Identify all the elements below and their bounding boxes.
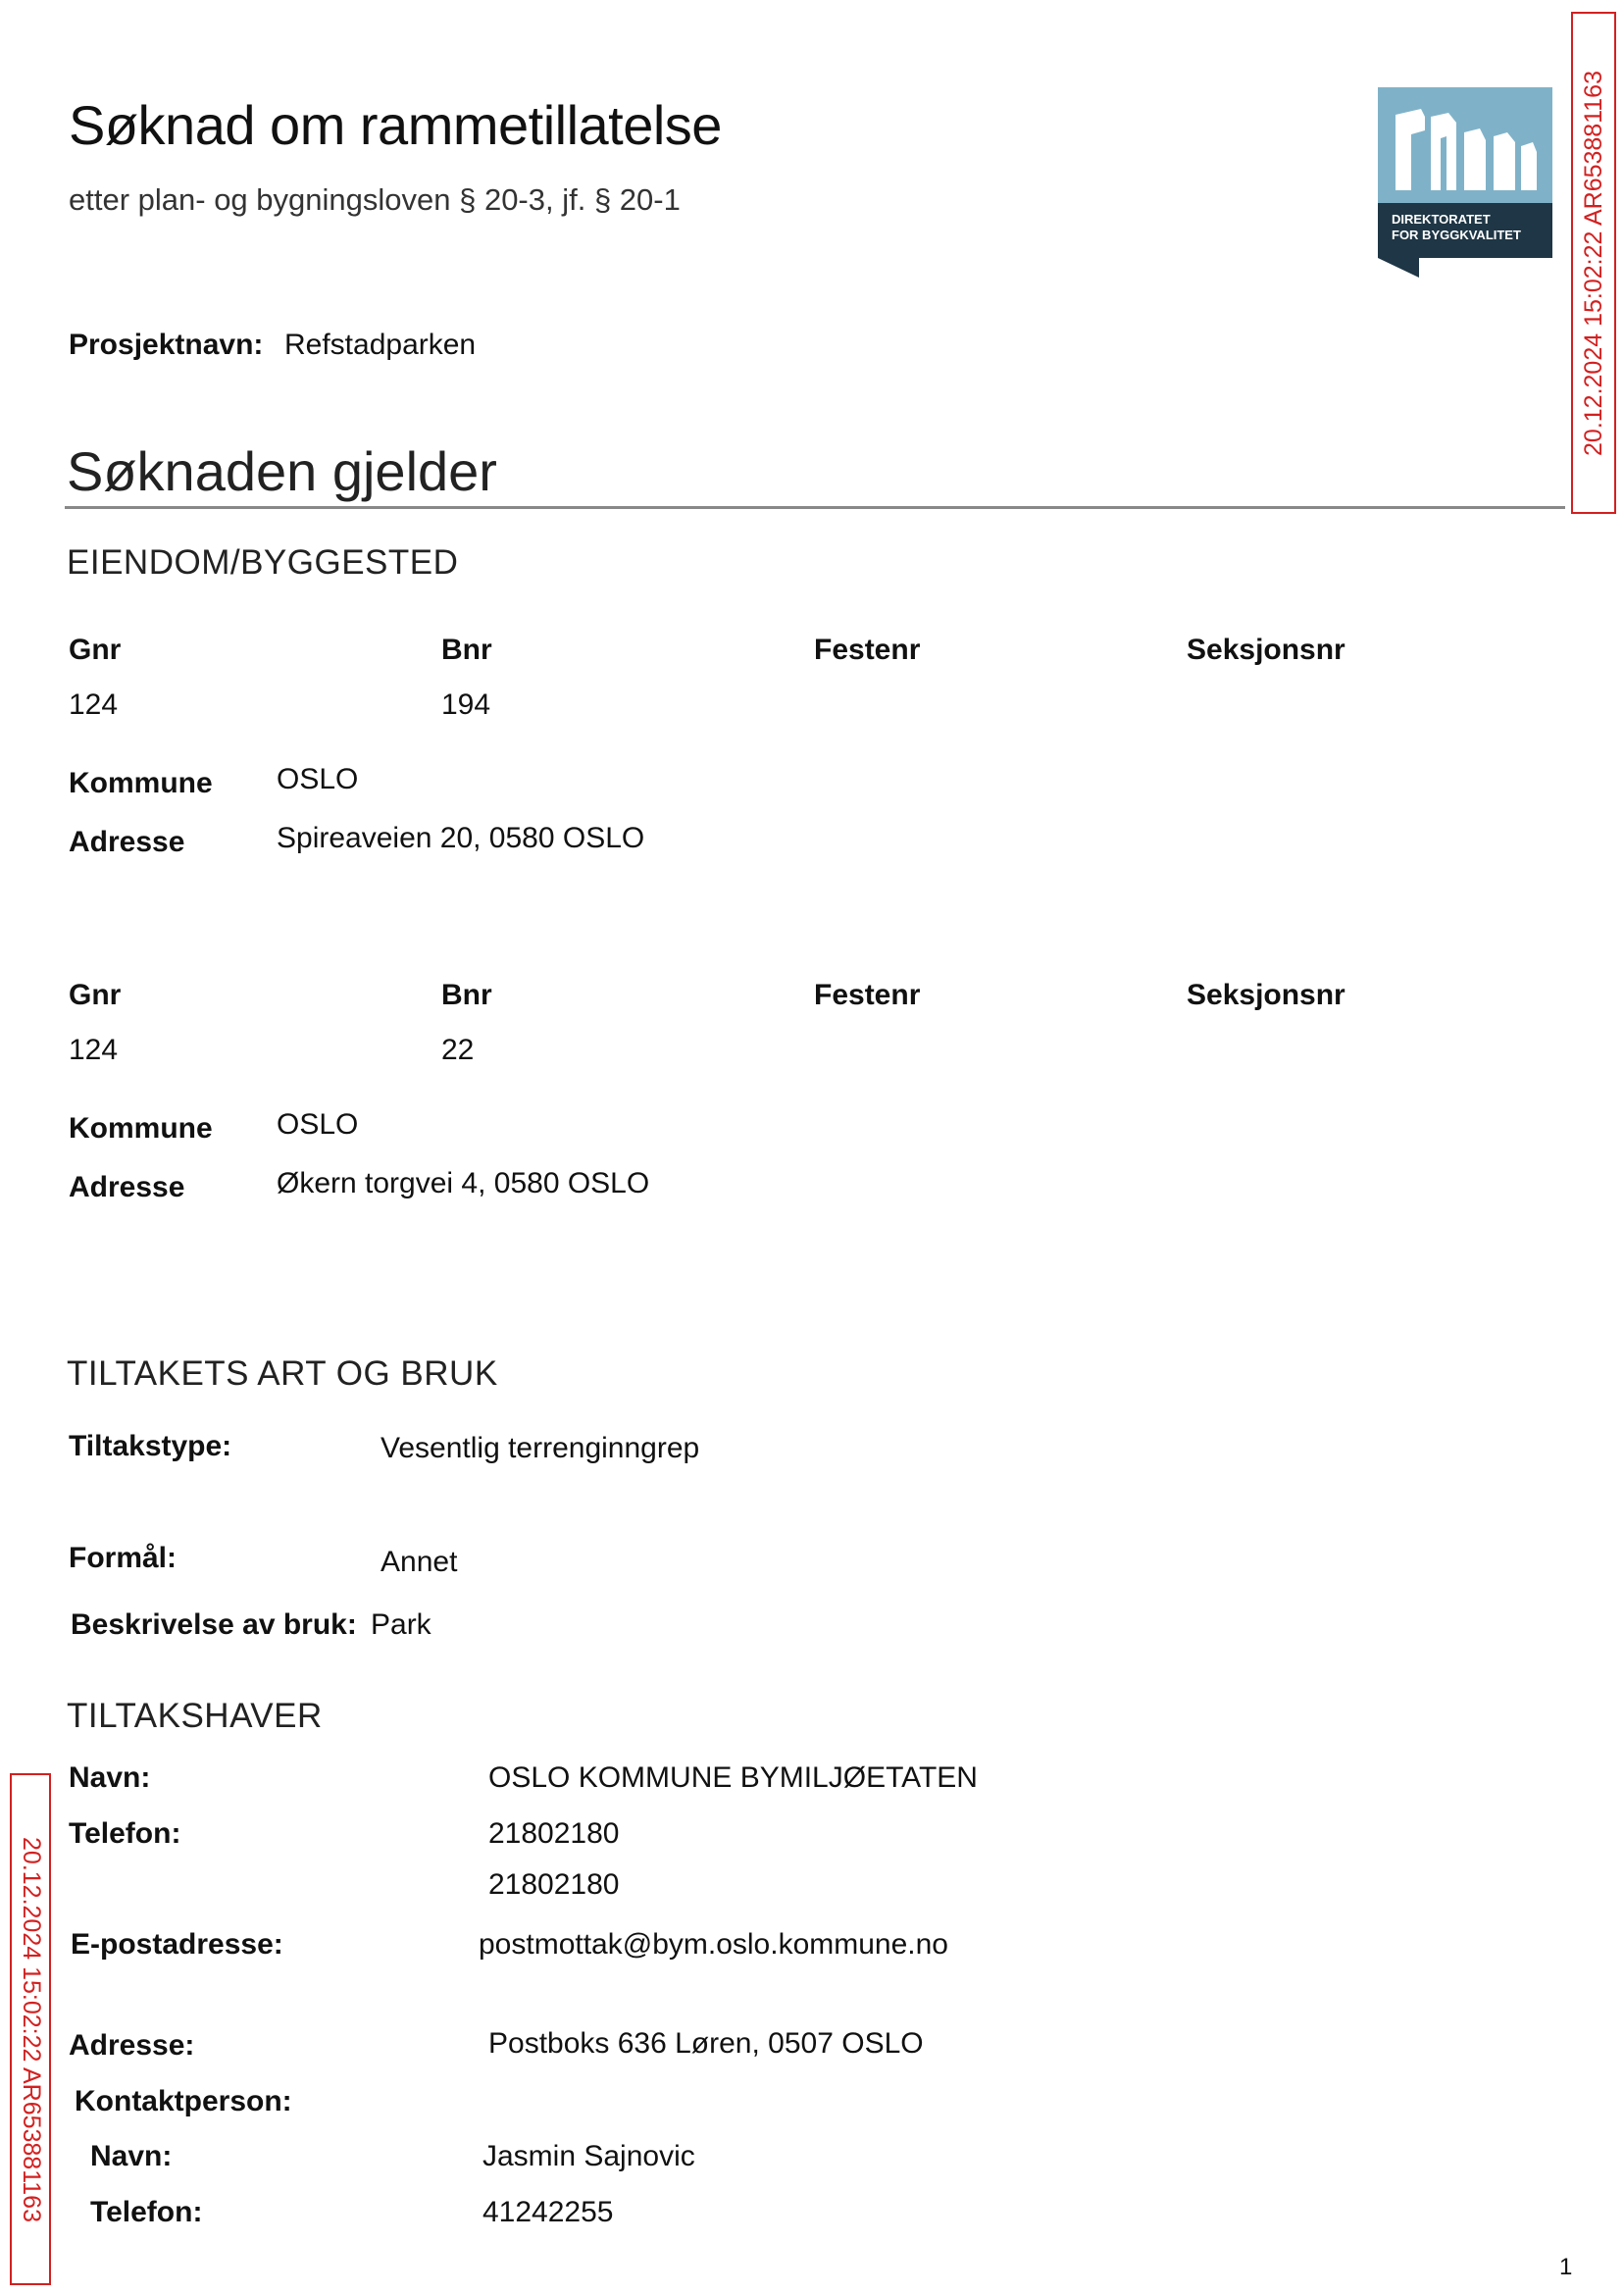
stamp-text: 20.12.2024 15:02:22 AR653881163	[1579, 70, 1607, 456]
kontakt-navn-value: Jasmin Sajnovic	[482, 2140, 695, 2172]
kontakt-telefon-label: Telefon:	[90, 2196, 203, 2228]
kontakt-navn-label: Navn:	[90, 2140, 173, 2172]
bruk-value: Park	[371, 1608, 431, 1641]
tiltak-heading: TILTAKETS ART OG BRUK	[67, 1354, 498, 1393]
dibk-logo-graphic	[1378, 87, 1552, 278]
kontakt-telefon-value: 41242255	[482, 2196, 614, 2228]
timestamp-stamp-top	[1571, 12, 1616, 514]
tiltakstype-value: Vesentlig terrenginngrep	[381, 1432, 700, 1464]
formal-label: Formål:	[69, 1542, 178, 1574]
column-header-bnr: Bnr	[441, 634, 492, 666]
bruk-label: Beskrivelse av bruk:	[71, 1608, 357, 1641]
property-1-adresse: Spireaveien 20, 0580 OSLO	[277, 822, 645, 854]
telefon-value-2: 21802180	[488, 1868, 620, 1901]
property-1-gnr: 124	[69, 688, 119, 721]
epost-label: E-postadresse:	[71, 1928, 283, 1961]
column-header-seksjonsnr: Seksjonsnr	[1187, 979, 1345, 1011]
document-title: Søknad om rammetillatelse	[69, 94, 722, 156]
timestamp-stamp-left	[10, 1773, 51, 2285]
logo-text-line2: FOR BYGGKVALITET	[1392, 228, 1521, 242]
tiltakstype-label: Tiltakstype:	[69, 1430, 232, 1462]
column-header-gnr: Gnr	[69, 634, 122, 666]
navn-value: OSLO KOMMUNE BYMILJØETATEN	[488, 1761, 978, 1794]
tiltakshaver-heading: TILTAKSHAVER	[67, 1697, 323, 1735]
section-divider	[65, 506, 1565, 509]
column-header-festenr: Festenr	[814, 979, 921, 1011]
adresse-label: Adresse:	[69, 2029, 195, 2062]
property-1-bnr: 194	[441, 688, 491, 721]
section-title: Søknaden gjelder	[67, 440, 497, 502]
project-name-value: Refstadparken	[284, 329, 477, 361]
column-header-bnr: Bnr	[441, 979, 492, 1011]
telefon-value-1: 21802180	[488, 1817, 620, 1850]
page-number: 1	[1559, 2254, 1573, 2280]
dibk-logo	[1378, 87, 1552, 282]
property-2-kommune: OSLO	[277, 1108, 359, 1141]
adresse-value: Postboks 636 Løren, 0507 OSLO	[488, 2027, 924, 2060]
column-header-gnr: Gnr	[69, 979, 122, 1011]
formal-value: Annet	[381, 1546, 458, 1578]
property-1-adresse-label: Adresse	[69, 826, 185, 858]
epost-value: postmottak@bym.oslo.kommune.no	[479, 1928, 948, 1961]
column-header-seksjonsnr: Seksjonsnr	[1187, 634, 1345, 666]
kontaktperson-label: Kontaktperson:	[75, 2085, 292, 2117]
project-name-label: Prosjektnavn:	[69, 329, 264, 361]
navn-label: Navn:	[69, 1761, 151, 1794]
property-2-adresse: Økern torgvei 4, 0580 OSLO	[277, 1167, 650, 1199]
logo-text-line1: DIREKTORATET	[1392, 212, 1491, 227]
property-1-kommune: OSLO	[277, 763, 359, 795]
property-heading: EIENDOM/BYGGESTED	[67, 543, 459, 582]
property-2-gnr: 124	[69, 1034, 119, 1066]
telefon-label: Telefon:	[69, 1817, 181, 1850]
column-header-festenr: Festenr	[814, 634, 921, 666]
document-subtitle: etter plan- og bygningsloven § 20-3, jf. § 20-1	[69, 182, 681, 217]
property-2-kommune-label: Kommune	[69, 1112, 213, 1145]
property-1-kommune-label: Kommune	[69, 767, 213, 799]
property-2-bnr: 22	[441, 1034, 475, 1066]
stamp-text: 20.12.2024 15:02:22 AR653881163	[17, 1836, 45, 2222]
property-2-adresse-label: Adresse	[69, 1171, 185, 1203]
